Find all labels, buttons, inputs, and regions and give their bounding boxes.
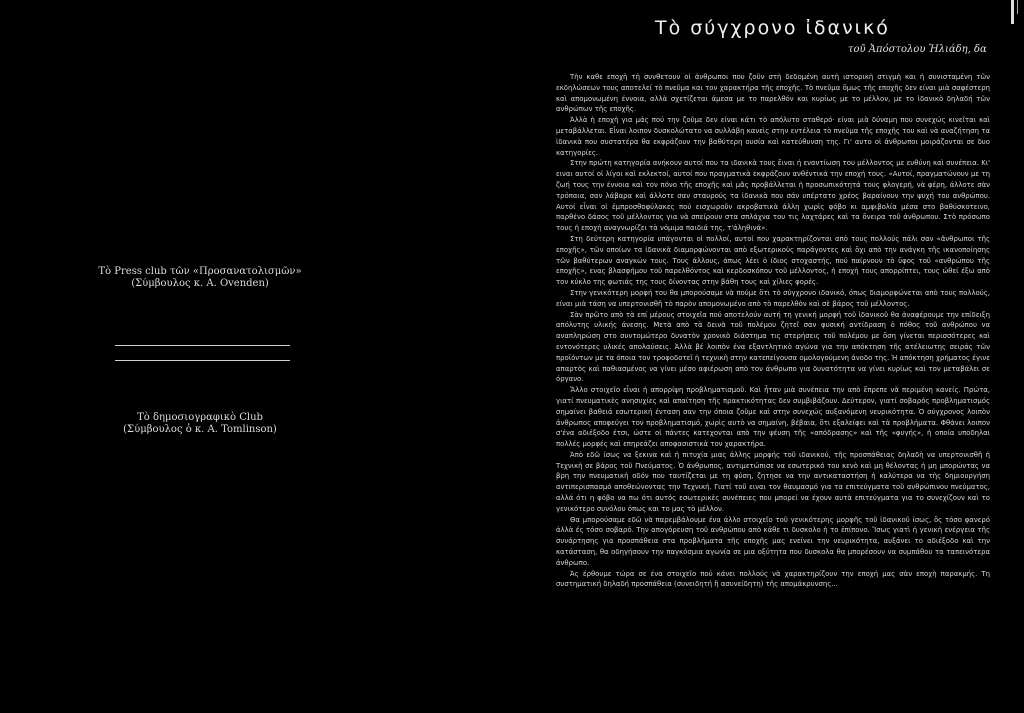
paragraph: Σὰν πρῶτο απὸ τὰ επί μέρους στοιχεῖα πού αποτελούν αυτή τη γενική μορφή τοῦ ἰδανικοῦ θα ἀναφέρουμε την επίδειξη απόλυτης υλικής άνεσης. Μετὰ απὸ τὰ δεινὰ τοῦ πολέμου ζητεῖ σαν φυσική αντίδραση ὁ πόθος τοῦ ανθρώπου να αναπληρώση στο συντομώτερο δυνατὸν χρονικὸ διάστημα τις στερήσεις τοῦ πολέμου με ὅση γίνεται περισσότερες καὶ εντονότερες υλικές απολαύσεις. Ἀλλὰ βέ λοιπὸν ένα εξαντλητικὸ αγώνα για την απόκτηση τῆς ατέλειωτης σειράς τῶν προϊόντων με τα όποια τον τροφοδοτεῖ ἡ τεχνικὴ στην κατεπείγουσα ομολογούμενη άνοδο της. Ἡ απόκτηση χρήματος έγινε απαρτὸς καὶ παθιασμένος να γίνει μέσο αφιέρωση απὸ τον άνθρωπο για δυνατότητα να γίνει κυρίως καὶ τον μεταβάλει σε όργανο.	[556, 310, 990, 384]
divider-rule	[115, 345, 290, 346]
paragraph: Θα μπορούσαμε εδῶ νὰ παρεμβάλουμε ένα άλλο στοιχεῖο τοῦ γενικότερης μορφῆς τοῦ ἰδανικοῦ ίσως, ὅς τόσο φανερό άλλὰ ές τόσο σοβαρό. Την απογόρευση τοῦ ανθρώπου απὸ κάθε τι δυσκολο ἡ το ἐπίπονο. Ἴσως γιατὶ ἡ γενικὴ ενέργεια τῆς συνάρτησης για προσπάθεια στα προβλήματα τῆς εποχῆς μας ενείνει την νευρικότητα, αυξάνει το αδιέξοδο καὶ την κατάσταση, θα οδηγήσουν την παγκόσμια αγωνία σε μια οξύτητα που δυσκολα θα μπορέσουν να συμπάθου τα ταπεινότερα άνθρωπο.	[556, 515, 990, 567]
caption-line: Τὸ Press club τῶν «Προσανατολισμῶν»	[98, 266, 302, 277]
left-page	[0, 0, 400, 713]
page-edge-mark	[1011, 0, 1014, 24]
divider-rule	[115, 360, 290, 361]
paragraph: Στην γενικότερη μορφή του θα μπορούσαμε νὰ πούμε ὅτι τὸ σύγχρονο ιδανικό, όπως διαμορφώνεται απὸ τους πολλούς, είναι μιὰ τάση να υπερτονισθῆ τὸ παρὸν απομονωμένο απὸ τὸ παρελθὸν καὶ σὲ βάρος τοῦ μέλλοντος.	[556, 288, 990, 308]
caption-line: Τὸ δημοσιογραφικὸ Club	[137, 412, 263, 423]
paragraph: Ἀλλὰ ἡ εποχὴ για μάς πού την ζοῦμε δεν είναι κάτι τὸ απόλυτο σταθερό· είναι μιὰ δύναμη που συνεχώς κινεῖται καὶ μεταβάλλεται. Εἶναι λοιπον δυσκολώτατο να συλλάβη κανεὶς στην εντέλεια τὸ πνεῦμα τῆς εποχῆς του καὶ νὰ αναζήτηση τα ἰδανικὰ που συστατέρα θα εκφράζουν την βαθύτερη ουσία καὶ κατεύθυνση της. Γι' αυτο οἱ άνθρωποι μοιράζονται σε δυο κατηγορίες.	[556, 116, 990, 157]
paragraph: Ἀς έρθουμε τώρα σε ένα στοιχεῖο πού κάνει πολλούς νὰ χαρακτηρίζουν την εποχή μας σὰν εποχὴ παρακμής. Τη συστηματική δηλαδή προσπάθεια (συνειδητή ἢ ασυνείδητη) τῆς απομάκρυνσης...	[556, 569, 990, 589]
photo-caption-journalism-club	[80, 412, 320, 436]
paragraph: Τὴν καθε εποχὴ τὴ συνθετουν οἱ ἀνθρωποι που ζοῦν στὴ δεδομένη αυτὴ ιστορικὴ στιγμὴ και ἡ συνισταμένη τῶν εκδηλώσεων τους αποτελεί τὸ πνεῦμα και τον χαρακτήρα τῆς εποχῆς. Τὸ πνεῦμα ὅμως τῆς εποχῆς δεν είναι μιὰ σαφέστερη καὶ απομονωμένη έννοια, αλλὰ σχετίζεται άμεσα με το παρελθόν και κυρίως με το μέλλον, με το ἰδανικὸ δηλαδή τῶν ανθρώπων τῆς εποχῆς.	[556, 73, 990, 114]
paragraph: Ἀπὸ εδῶ ίσως να ξεκινα καὶ ἡ πιτυχία μιας άλλης μορφής τοῦ ιδανικού, τῆς προσπάθειας δηλαδὴ να υπερτονισθῆ ἡ Τεχνικὴ σε βάρος τοῦ Πνεύματος. Ὁ άνθρωπος, αντιμετώπισε να εσωτερικό του κενὸ καὶ μη θέλοντας ἡ μη μπορώντας να βρη την πνευματικὴ οδόν που ταυτίζεται με τη φύση, ζητησε να την αντικαταστήση ἡ καλύτερα να τὴς δημιουργήση αντιπερισπασμό αποθεώνοντας την Τεχνική. Γιατί τοῦ ειναι τον θαυμασμό για τα επιτεύγματα τοῦ ανθρώπινου πνεύματος, αλλά ότι η φόβο να πω ότι αυτός εσωτερικὲς συνέπειες που μπορεί να έχουν αυτὰ επιτεύγματα για το συνεχίζουν καὶ το γενικότερο συνόλου όπως και το μας τὸ μέλλον.	[556, 450, 990, 513]
paragraph: Στην πρώτη κατηγορία ανήκουν αυτοί που τα ιδανικὰ τους ἔιναι ή εναντίωση του μέλλοντος με ευθύνη καὶ συνέπεια. Κι' ειναι αυτοί οἱ λίγοι καὶ εκλεκτοί, αυτοί που πραγματικὰ εκφράζουν ανθέντικά την εποχή τους. «Αυτοί, πραγματώνουν με τη ζωή τους την έννοια καὶ τον πόνο τῆς εποχῆς καὶ μᾶς προβάλλεται ἡ προσωπικότητά τους φλογερή, νὰ φέρη, άλλοτε σὰν τρόπαια, σαν λάβαρα καὶ άλλοτε σαν σταυρούς τα ἰδανικὰ που σάν υπέρτατο χρέος βαραίνουν την ψυχή του ανθρώπου. Αυτοί εἶναι οἱ ἐμπροσθοφύλακες πού εισχωροῦν ακροβατικὰ άλλη χωρὶς φόβο κι αμφιβολία μέσα στο βαθύσκοτεινο, παρθένο δάσος τοῦ μέλλοντος για νὰ σπείρουν στα σπλάχνα του τις λαχτάρες καὶ τα ὄνειρα τοῦ άνθρωπου. Στὸ πρόσωπο τους ἡ εποχὴ αναγνωρίζει τὰ νόμιμα παιδιά της, τ'άληθινά».	[556, 159, 990, 233]
article-body	[556, 72, 990, 590]
paragraph: Στη δεύτερη κατηγορία υπάγονται οἱ πολλοί, αυτοί που χαρακτηρίζονται απὸ τους πολλούς πάλι σαν «ἄνθρωποι τῆς εποχῆς», τῶν οποίων τα ἰδανικὰ διαμορφώνονται απὸ εξωτερικοὺς παράγοντες καὶ ὄχι απὸ την ανάγκη τῆς ικανοποίησης τῶν βαθύτερων αναγκών τους. Τους άλλους, άπως λέει ὁ ίδιος στοχαστής, πού παίρνουν τὸ ὕφος τοῦ «ανθρώπου τῆς εποχῆς», ενας βλασφήμου τοῦ παρελθόντος καὶ κερδοσκόπου τοῦ μέλλοντος, ἡ εποχὴ τους απορρίπτει, τους ώθεί έξω απὸ τον κύκλο της φωτιάς της τους δίνοντας στην βάθη τους καὶ χίλιες φορές.	[556, 234, 990, 287]
article-title: Τὸ σύγχρονο ἰδανικό	[655, 17, 890, 39]
article-byline: τοῦ Ἀπόστολου Ἠλιάδη, δα	[848, 44, 987, 55]
page-edge-mark	[1017, 0, 1018, 14]
paragraph: Ἄλλο στοιχεῖο εἶναι ἡ απορρίψη προβληματισμοῦ. Καὶ ἦταν μιὰ συνέπεια την απὸ ἔπρεπε νὰ περιμένη κανείς. Πρώτα, γιατί πνευματικὲς ανησυχίες καὶ απαίτηση τῆς πρακτικότητας δεν συμβιβάζουν. Δεύτερον, γιατί σοβαρός προβληματισμός σημαίνει βαθειά εσωτερική ένταση σαν την όποια ζοῦμε καὶ στην συνεχώς αυξανόμενη νευρικότητα. Ὁ σύγχρονος λοιπὸν άνθρωπος αποφεύγει τον προβληματισμό, χωρὶς αυτὸ να σημαίνη, βέβαια, ὅτι εξαλείφει καὶ τὰ προβλήματα. Φθάνει λοιπον σ'ένα αδιέξοδο έτσι, ώστε οἱ πάντες κατεχονται απὸ την ψέυση τῆς «απόδρασης» καὶ τῆς «φυγής», ἡ οποία υποδηλαι πολλές μορφές καὶ επηρεάζει αποφασιστικὰ τον χαρακτήρα.	[556, 386, 990, 449]
caption-line: (Σύμβουλος κ. Α. Ovenden)	[131, 278, 269, 289]
caption-line: (Σύμβουλος ὁ κ. Α. Tomlinson)	[123, 424, 277, 435]
photo-caption-press-club	[80, 266, 320, 290]
